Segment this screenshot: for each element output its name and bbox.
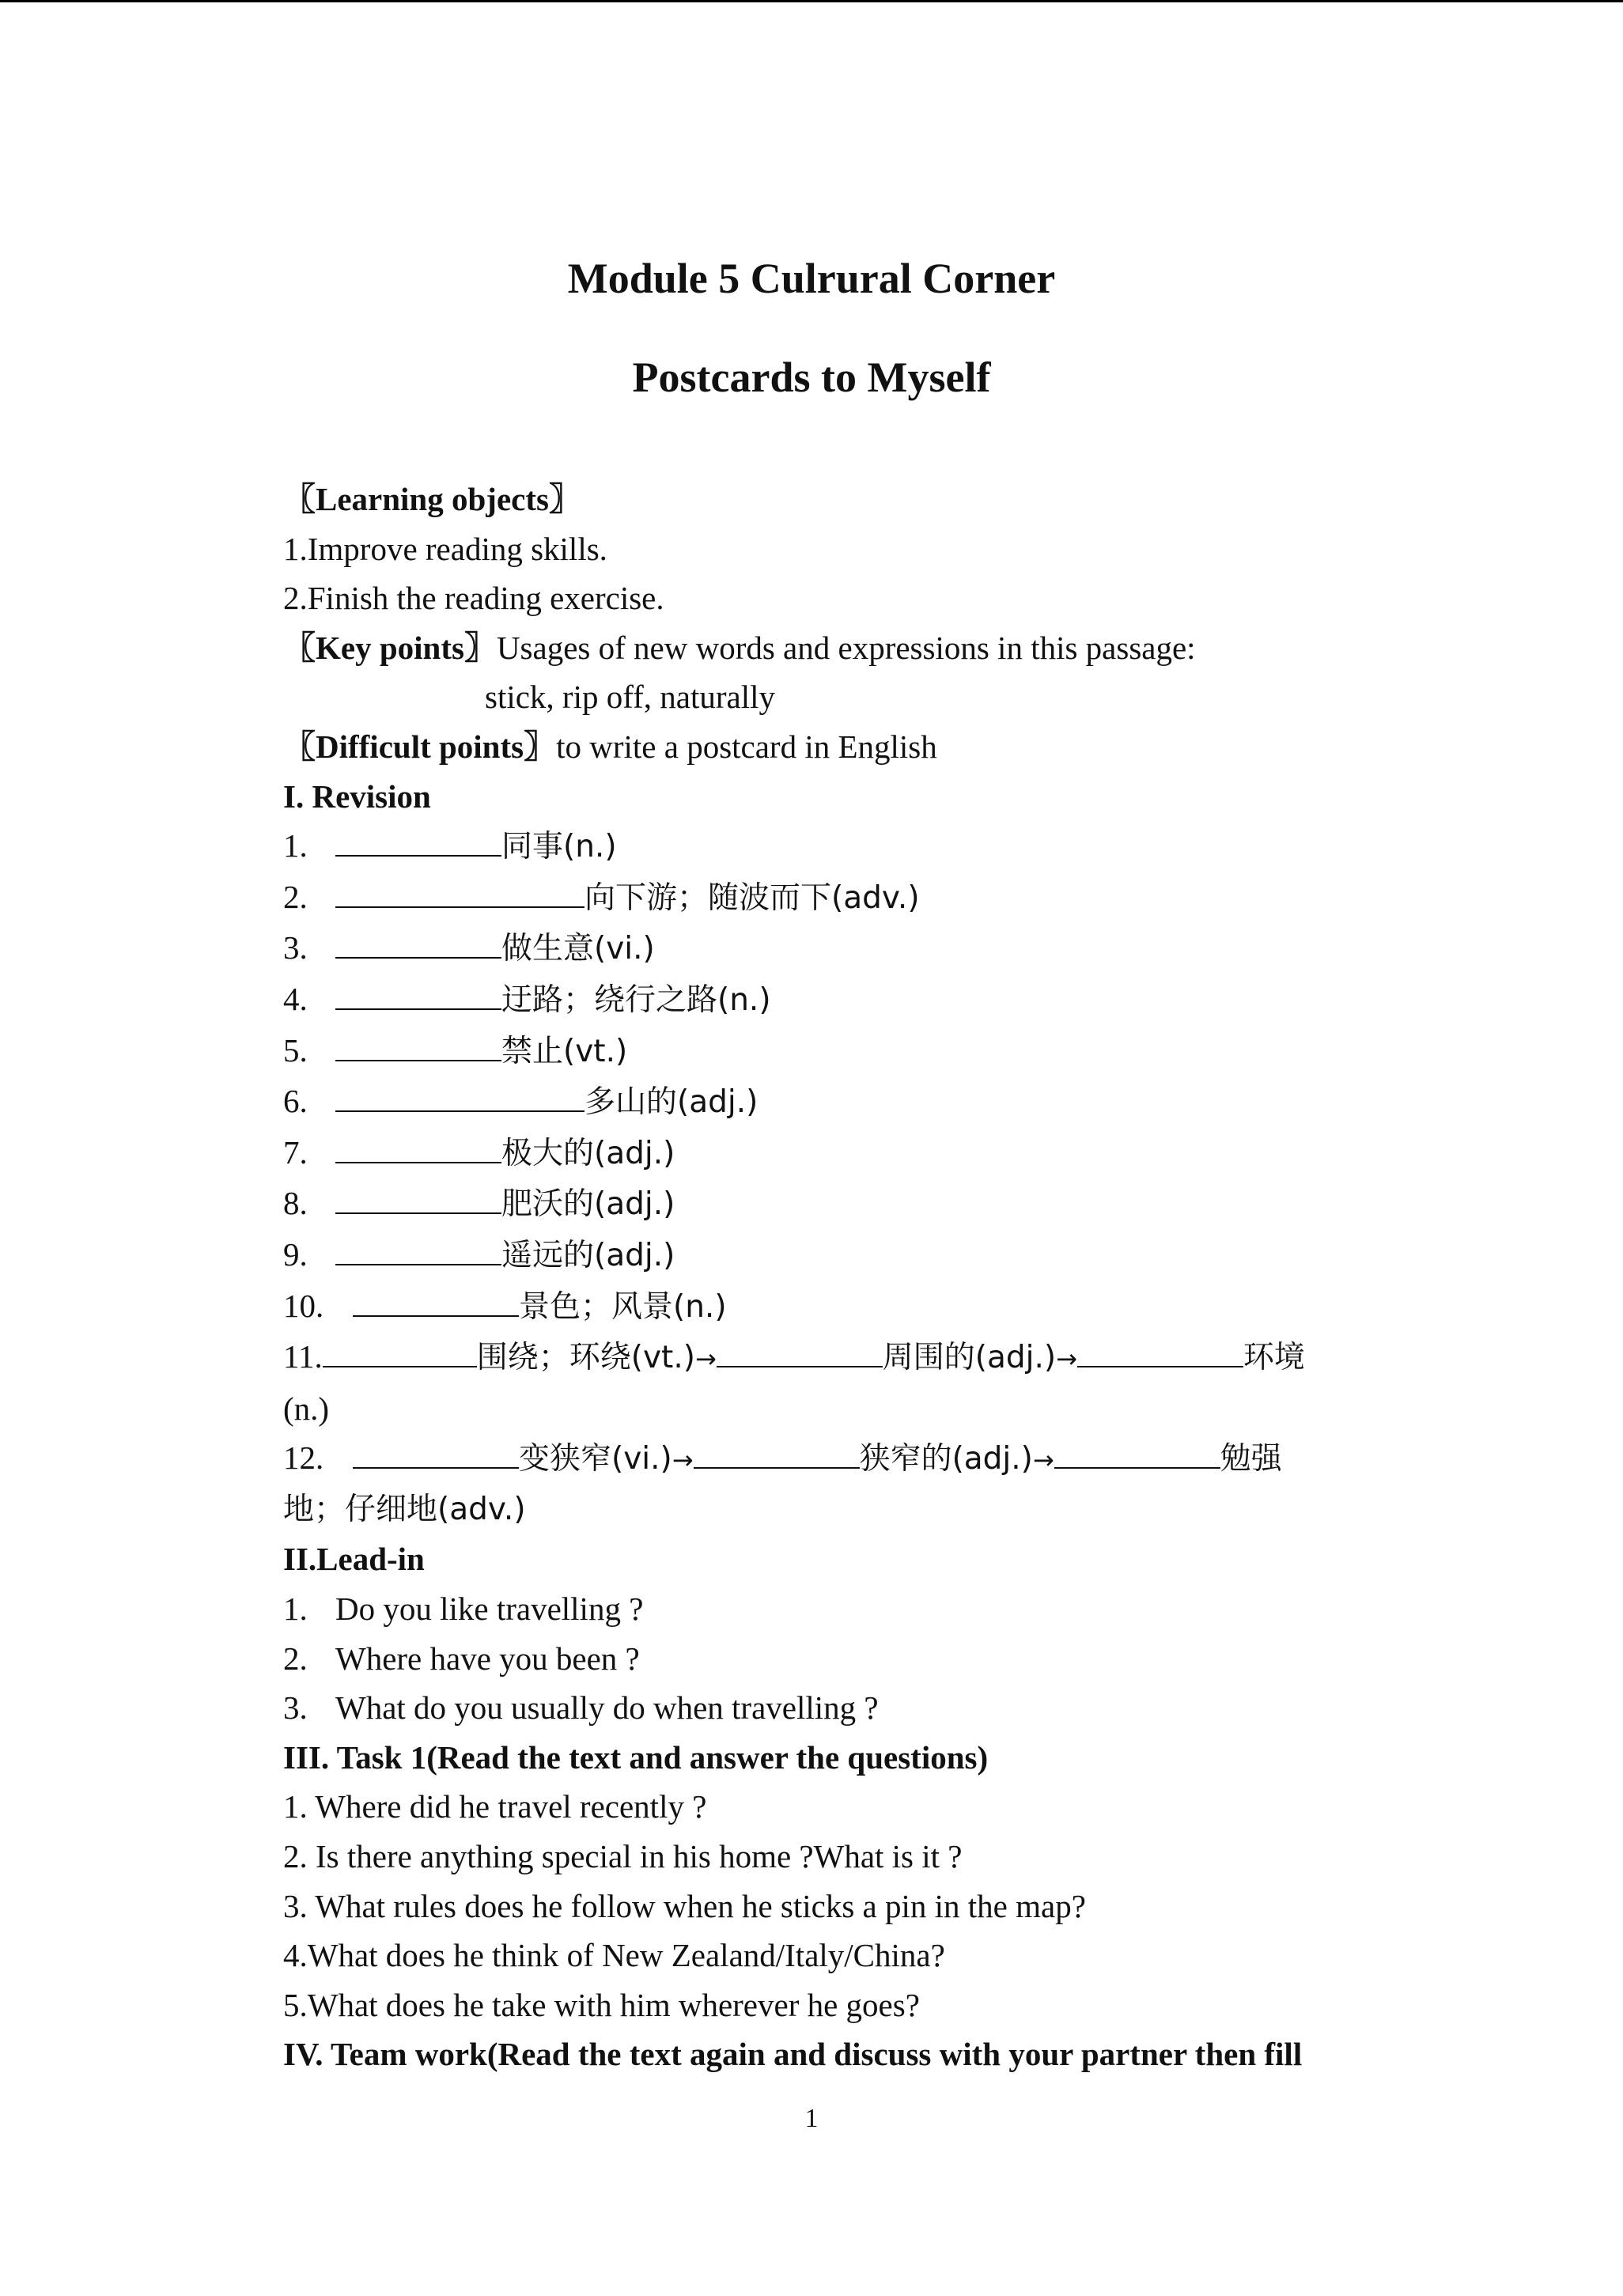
task1-heading: III. Task 1(Read the text and answer the questions) [283,1738,989,1776]
arrow-icon: → [694,1344,717,1375]
item-meaning: 变狭窄(vi.) [519,1441,672,1477]
document-subtitle: Postcards to Myself [632,354,991,401]
item-meaning: 做生意(vi.) [501,931,655,967]
revision-item [283,1026,1343,1077]
lead-in-question: Do you like travelling ? [335,1591,644,1628]
revision-item [283,872,1343,924]
answer-blank[interactable] [335,925,501,959]
task1-question: 2. Is there anything special in his home ?What is it ? [283,1838,963,1875]
item-number: 11. [283,1338,323,1375]
item-meaning: 多山的(adj.) [585,1084,759,1121]
learning-object-item: 1.Improve reading skills. [283,530,607,567]
revision-item [283,1281,1343,1333]
task1-question: 5.What does he take with him wherever he goes? [283,1986,920,2023]
item-number: 3. [283,929,308,966]
answer-blank[interactable] [335,977,501,1010]
lead-in-item [283,1634,1343,1684]
key-points-line [283,623,1343,673]
item-number: 4. [283,980,308,1017]
revision-item [283,1128,1343,1179]
revision-item-12 [283,1433,1343,1485]
answer-blank[interactable] [335,1079,585,1112]
item-meaning: 同事(n.) [501,829,617,865]
key-points-text: Usages of new words and expressions in this passage: [496,629,1196,666]
item-meaning: 环境 [1243,1340,1305,1376]
lead-in-heading: II.Lead-in [283,1541,425,1578]
revision-item [283,1178,1343,1230]
item-number: 9. [283,1235,308,1273]
answer-blank[interactable] [335,1130,501,1163]
arrow-icon: → [1056,1344,1077,1375]
top-border-line [0,0,1623,2]
item-number: 7. [283,1133,308,1171]
item-meaning: 围绕；环绕(vt.) [476,1340,695,1376]
revision-item [283,1230,1343,1281]
item-number: 12. [283,1439,324,1477]
lead-in-item [283,1584,1343,1634]
answer-blank[interactable] [335,1232,501,1265]
learning-object-item: 2.Finish the reading exercise. [283,580,664,617]
difficult-points-heading: 〖Difficult points〗 [283,728,557,765]
revision-heading: I. Revision [283,777,431,815]
answer-blank[interactable] [717,1334,883,1367]
answer-blank[interactable] [694,1435,860,1469]
item-meaning: 肥沃的(adj.) [501,1186,675,1223]
answer-blank[interactable] [335,875,585,908]
lead-in-item [283,1683,1343,1733]
item-meaning: 景色；风景(n.) [519,1288,727,1325]
difficult-points-text: to write a postcard in English [556,728,937,765]
task1-question: 1. Where did he travel recently ? [283,1788,707,1825]
revision-item-11 [283,1332,1343,1384]
arrow-icon: → [672,1445,694,1476]
key-points-heading: 〖Key points〗 [283,629,497,666]
item-number: 10. [283,1287,324,1324]
item-meaning: 禁止(vt.) [501,1033,628,1069]
answer-blank[interactable] [353,1435,519,1469]
item-number: 1. [283,827,308,864]
item-meaning: 遥远的(adj.) [501,1237,675,1273]
task1-question: 4.What does he think of New Zealand/Italy/China? [283,1937,945,1974]
item-number: 6. [283,1083,308,1120]
revision-item [283,821,1343,872]
item-meaning: 勉强 [1220,1441,1282,1477]
answer-blank[interactable] [1077,1334,1243,1367]
arrow-icon: → [1032,1445,1054,1476]
team-work-heading: IV. Team work(Read the text again and discuss with your partner then fill [283,2036,1303,2073]
item-number: 1. [283,1591,308,1628]
item-meaning: 迂路；绕行之路(n.) [501,982,771,1018]
document-title: Module 5 Culrural Corner [567,255,1056,302]
answer-blank[interactable] [335,1181,501,1214]
answer-blank[interactable] [323,1334,477,1367]
item-meaning: 极大的(adj.) [501,1135,675,1171]
key-points-words: stick, rip off, naturally [485,679,776,716]
answer-blank[interactable] [335,823,501,857]
item-number: 2. [283,878,308,915]
answer-blank[interactable] [353,1284,519,1317]
answer-blank[interactable] [335,1028,501,1061]
answer-blank[interactable] [1054,1435,1220,1469]
item-number: 3. [283,1689,308,1727]
difficult-points-line [283,722,1343,772]
lead-in-question: What do you usually do when travelling ? [335,1689,879,1727]
revision-item-12-continued: 地；仔细地(adv.) [283,1491,526,1527]
item-meaning: 周围的(adj.) [882,1340,1057,1376]
lead-in-question: Where have you been ? [335,1640,640,1677]
revision-item [283,974,1343,1026]
worksheet-body [283,475,1343,2079]
page-number: 1 [804,2104,819,2133]
item-meaning: 向下游；随波而下(adv.) [585,879,920,916]
learning-objects-heading: 〖Learning objects〗 [283,481,581,517]
item-number: 5. [283,1031,308,1069]
item-number: 8. [283,1185,308,1222]
item-number: 2. [283,1640,308,1677]
item-meaning: 狭窄的(adj.) [859,1441,1033,1477]
revision-item [283,1076,1343,1128]
task1-question: 3. What rules does he follow when he sticks a pin in the map? [283,1887,1086,1924]
revision-item [283,923,1343,974]
revision-item-11-continued: (n.) [283,1390,330,1427]
